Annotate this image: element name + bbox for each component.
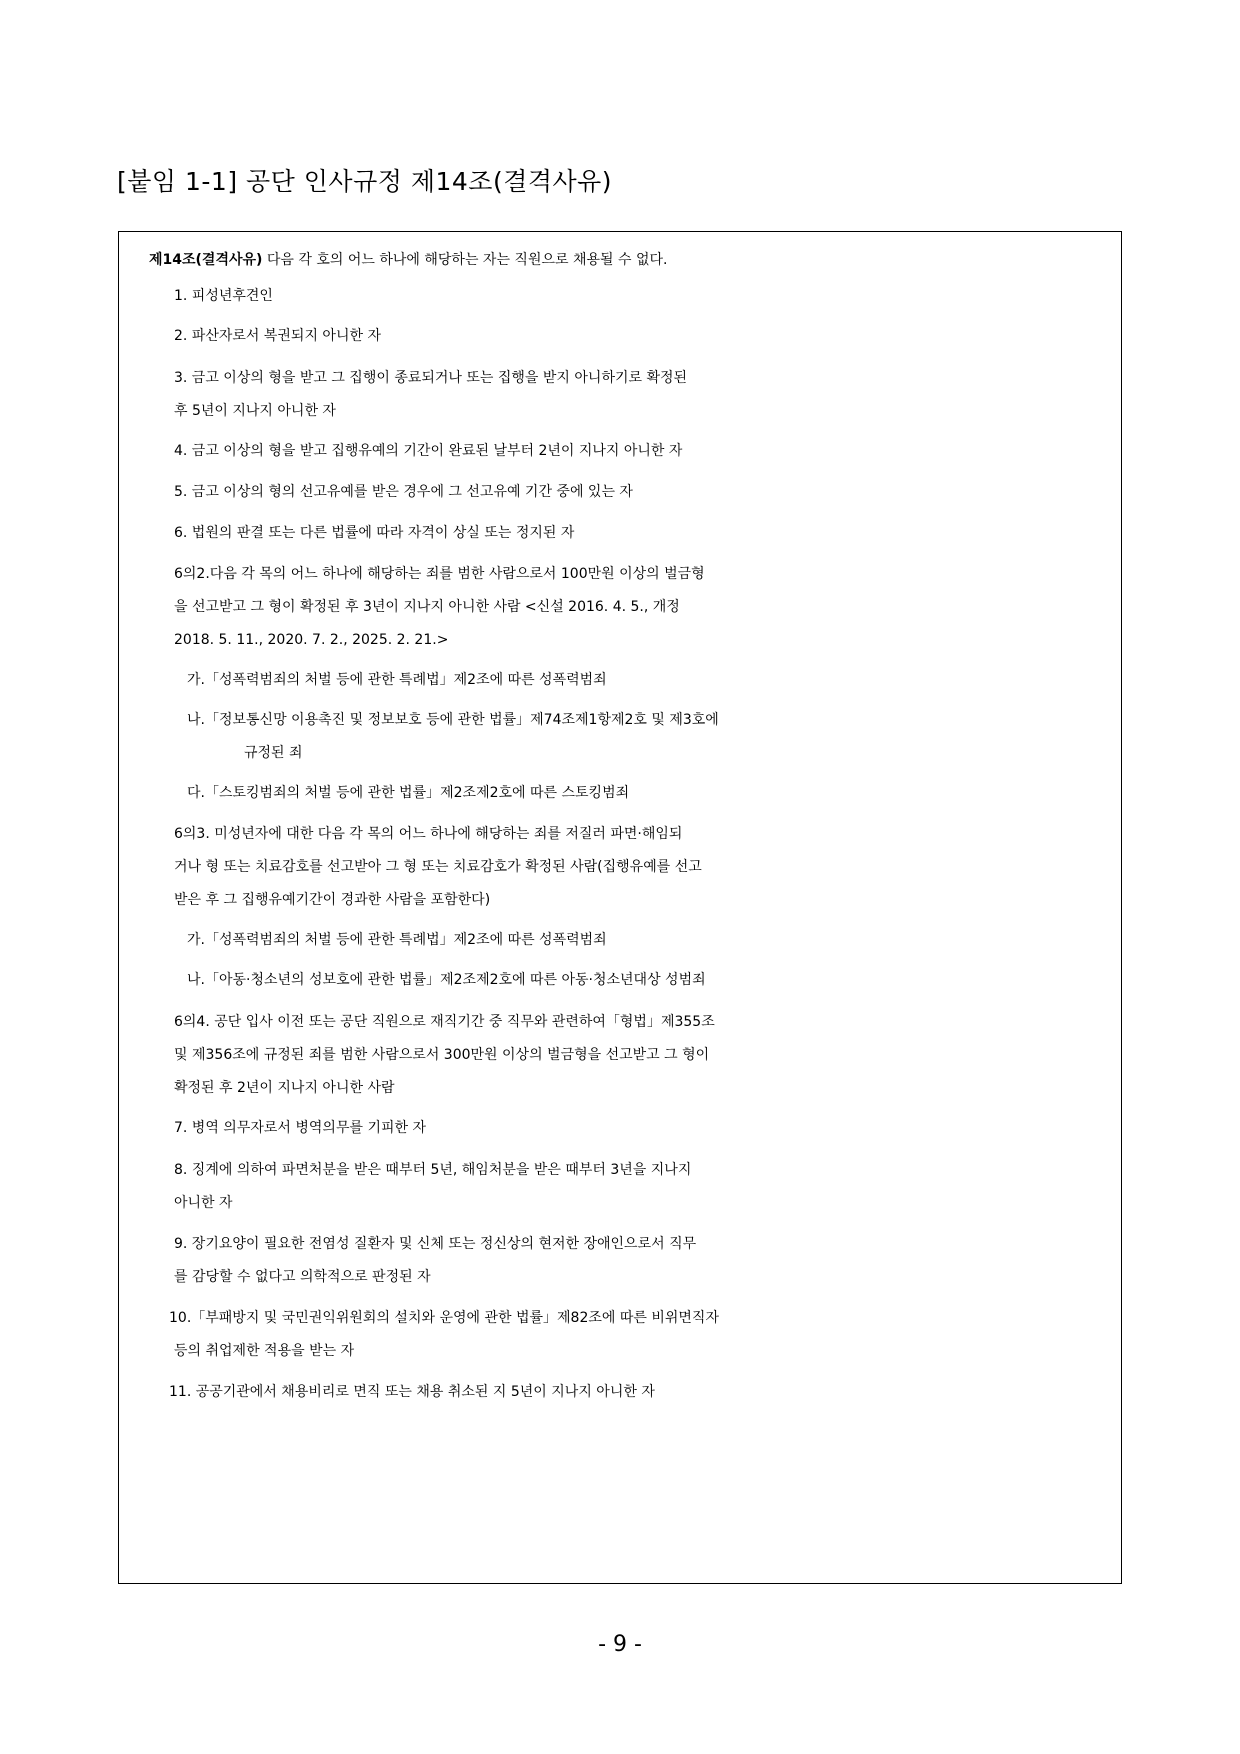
item-8-line-2: 아니한 자 xyxy=(174,1195,233,1211)
article-title: 제14조(결격사유) xyxy=(149,252,263,268)
article-intro: 다음 각 호의 어느 하나에 해당하는 자는 직원으로 채용될 수 없다. xyxy=(262,252,668,268)
item-9-line-1: 9. 장기요양이 필요한 전염성 질환자 및 신체 또는 정신상의 현저한 장애인으로서 직무 xyxy=(174,1236,697,1252)
item-6-2-sub-da: 다.「스토킹범죄의 처벌 등에 관한 법률」제2조제2호에 따른 스토킹범죄 xyxy=(187,785,630,801)
item-6: 6. 법원의 판결 또는 다른 법률에 따라 자격이 상실 또는 정지된 자 xyxy=(174,525,575,541)
item-6-3-sub-na: 나.「아동·청소년의 성보호에 관한 법률」제2조제2호에 따른 아동·청소년대상 성범죄 xyxy=(187,972,706,988)
regulation-box xyxy=(118,231,1122,1584)
item-1: 1. 피성년후견인 xyxy=(174,288,273,304)
item-6-2-sub-na-line-1: 나.「정보통신망 이용촉진 및 정보보호 등에 관한 법률」제74조제1항제2호 및 제3호에 xyxy=(187,712,719,728)
item-6-4-line-1: 6의4. 공단 입사 이전 또는 공단 직원으로 재직기간 중 직무와 관련하여「형법」제355조 xyxy=(174,1014,715,1030)
item-8-line-1: 8. 징계에 의하여 파면처분을 받은 때부터 5년, 해임처분을 받은 때부터 3년을 지나지 xyxy=(174,1162,692,1178)
item-6-2-line-1: 6의2.다음 각 목의 어느 하나에 해당하는 죄를 범한 사람으로서 100만원 이상의 벌금형 xyxy=(174,566,705,582)
item-6-2-sub-ga: 가.「성폭력범죄의 처벌 등에 관한 특례법」제2조에 따른 성폭력범죄 xyxy=(187,672,607,688)
item-10-line-2: 등의 취업제한 적용을 받는 자 xyxy=(174,1343,355,1359)
item-5: 5. 금고 이상의 형의 선고유예를 받은 경우에 그 선고유예 기간 중에 있는 자 xyxy=(174,484,633,500)
item-6-3-line-2: 거나 형 또는 치료감호를 선고받아 그 형 또는 치료감호가 확정된 사람(집행유예를 선고 xyxy=(174,859,702,875)
item-3-line-1: 3. 금고 이상의 형을 받고 그 집행이 종료되거나 또는 집행을 받지 아니하기로 확정된 xyxy=(174,370,688,386)
item-3-line-2: 후 5년이 지나지 아니한 자 xyxy=(174,403,336,419)
item-6-2-line-3: 2018. 5. 11., 2020. 7. 2., 2025. 2. 21.> xyxy=(174,632,449,648)
item-7: 7. 병역 의무자로서 병역의무를 기피한 자 xyxy=(174,1120,426,1136)
page-number: - 9 - xyxy=(598,1632,642,1657)
item-6-3-line-3: 받은 후 그 집행유예기간이 경과한 사람을 포함한다) xyxy=(174,892,491,908)
item-6-3-sub-ga: 가.「성폭력범죄의 처벌 등에 관한 특례법」제2조에 따른 성폭력범죄 xyxy=(187,932,607,948)
item-4: 4. 금고 이상의 형을 받고 집행유예의 기간이 완료된 날부터 2년이 지나지 아니한 자 xyxy=(174,443,683,459)
item-9-line-2: 를 감당할 수 없다고 의학적으로 판정된 자 xyxy=(174,1269,431,1285)
item-6-4-line-3: 확정된 후 2년이 지나지 아니한 사람 xyxy=(174,1080,395,1096)
item-6-3-line-1: 6의3. 미성년자에 대한 다음 각 목의 어느 하나에 해당하는 죄를 저질러 파면·해임되 xyxy=(174,826,683,842)
item-10-line-1: 10.「부패방지 및 국민권익위원회의 설치와 운영에 관한 법률」제82조에 따른 비위면직자 xyxy=(169,1310,719,1326)
item-6-2-line-2: 을 선고받고 그 형이 확정된 후 3년이 지나지 아니한 사람 <신설 2016. 4. 5., 개정 xyxy=(174,599,680,615)
item-11: 11. 공공기관에서 채용비리로 면직 또는 채용 취소된 지 5년이 지나지 아니한 자 xyxy=(169,1384,655,1400)
item-6-2-sub-na-line-2: 규정된 죄 xyxy=(244,745,303,761)
item-6-4-line-2: 및 제356조에 규정된 죄를 범한 사람으로서 300만원 이상의 벌금형을 선고받고 그 형이 xyxy=(174,1047,710,1063)
item-2: 2. 파산자로서 복권되지 아니한 자 xyxy=(174,328,381,344)
article-heading-line xyxy=(119,243,1121,277)
attachment-caption: [붙임 1-1] 공단 인사규정 제14조(결격사유) xyxy=(117,167,613,196)
